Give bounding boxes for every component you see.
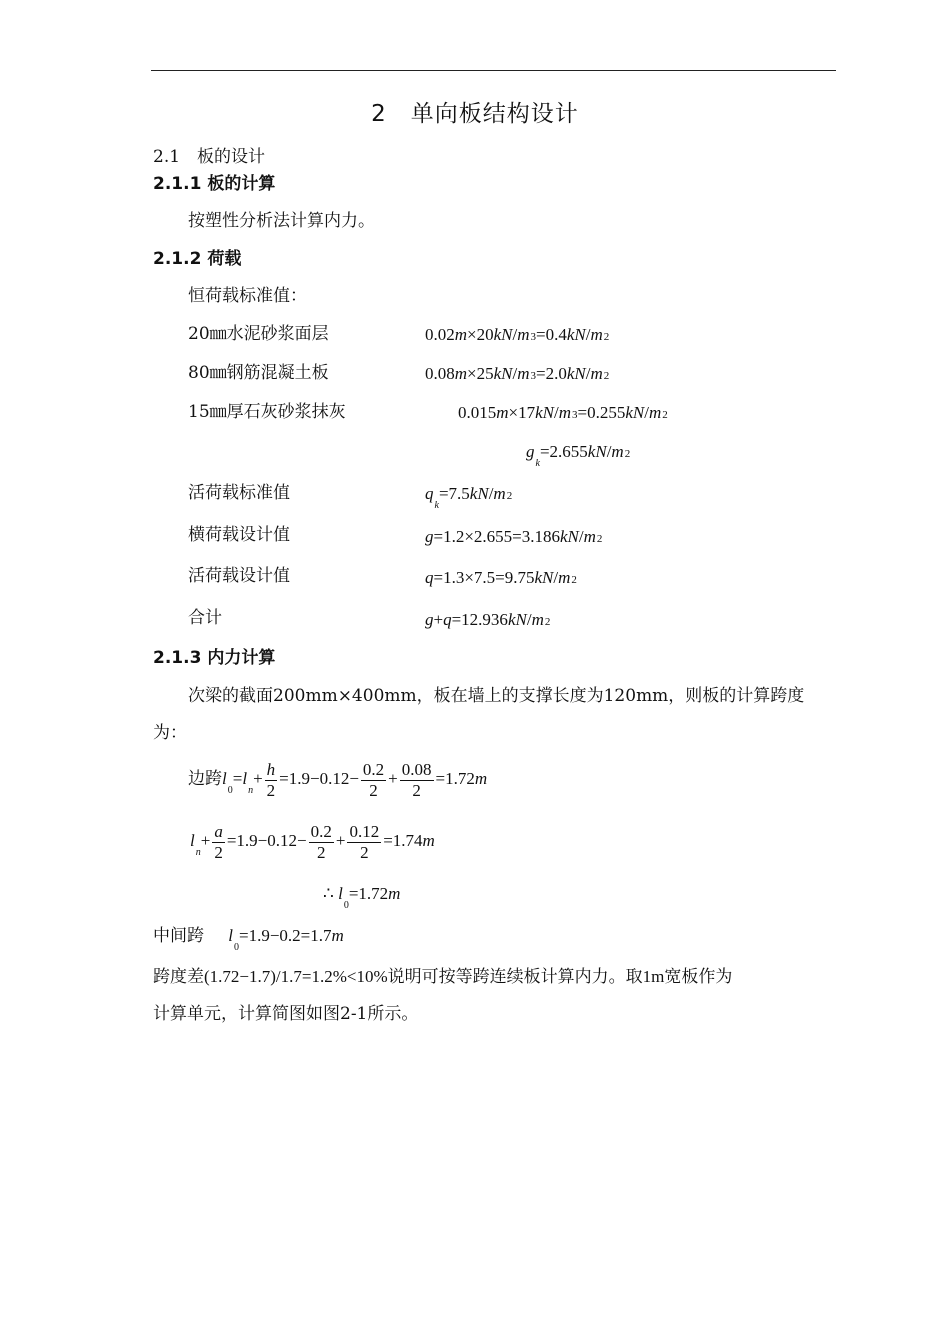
design-label-3: 活荷载设计值 xyxy=(188,566,290,586)
design-formula-2: g=1.2×2.655=3.186kN/m2 xyxy=(425,527,603,546)
section-2-1-3: 2.1.3 内力计算 xyxy=(153,648,276,668)
design-formula-1: $q_k=7.5kN/m2$ xyxy=(425,484,513,511)
section-2-1-2: 2.1.2 荷载 xyxy=(153,249,242,269)
load-formula-1: 0.02m×20kN/m3=0.4kN/m2 xyxy=(425,325,610,344)
eq-therefore: ∴ $l_0=1.72m$ xyxy=(323,884,401,911)
header-rule xyxy=(151,70,836,71)
eq-ln: $l_n+$ $\frac{a}{2}$ =1.9−0.12− $\frac{0.2}{2}$ + $\frac{0.12}{2}$ =1.74m xyxy=(190,822,435,862)
para-span-1: 次梁的截面200mm×400mm，板在墙上的支撑长度为120mm，则板的计算跨度 xyxy=(188,686,805,706)
para-span-2: 为： xyxy=(153,723,187,743)
eq-mid-span: 中间跨 $l_0=1.9-0.2=1.7m$ xyxy=(153,926,344,953)
design-label-4: 合计 xyxy=(188,608,222,628)
load-formula-2: 0.08m×25kN/m3=2.0kN/m2 xyxy=(425,364,610,383)
eq-edge-span: 边跨$l_0=l_n+$ $\frac{h}{2}$ =1.9−0.12− $\frac{0.2}{2}$ + $\frac{0.08}{2}$ =1.72m xyxy=(188,760,488,800)
dead-load-heading: 恒荷载标准值： xyxy=(188,286,307,306)
design-formula-4: g+q=12.936kN/m2 xyxy=(425,610,551,629)
edge-span-label: 边跨 xyxy=(188,768,222,788)
section-2-1-1: 2.1.1 板的计算 xyxy=(153,174,276,194)
design-label-2: 横荷载设计值 xyxy=(188,525,290,545)
gk-formula: $g_k=2.655kN/m2$ xyxy=(526,442,631,469)
design-formula-3: q=1.3×7.5=9.75kN/m2 xyxy=(425,568,577,587)
load-formula-3: 0.015m×17kN/m3=0.255kN/m2 xyxy=(458,403,668,422)
para-method: 按塑性分析法计算内力。 xyxy=(188,211,375,231)
para-diff-1: 跨度差(1.72−1.7)/1.7=1.2%<10%说明可按等跨连续板计算内力。取1m宽板作为 xyxy=(153,967,733,986)
load-label-3: 15㎜厚石灰砂浆抹灰 xyxy=(188,402,346,422)
mid-span-label: 中间跨 xyxy=(153,926,204,945)
load-label-2: 80㎜钢筋混凝土板 xyxy=(188,363,329,383)
load-label-1: 20㎜水泥砂浆面层 xyxy=(188,324,329,344)
section-2-1: 2.1 板的设计 xyxy=(153,147,266,167)
para-diff-2: 计算单元，计算简图如图2-1所示。 xyxy=(153,1004,419,1024)
design-label-1: 活荷载标准值 xyxy=(188,483,290,503)
page-title: 2 单向板结构设计 xyxy=(371,101,579,127)
